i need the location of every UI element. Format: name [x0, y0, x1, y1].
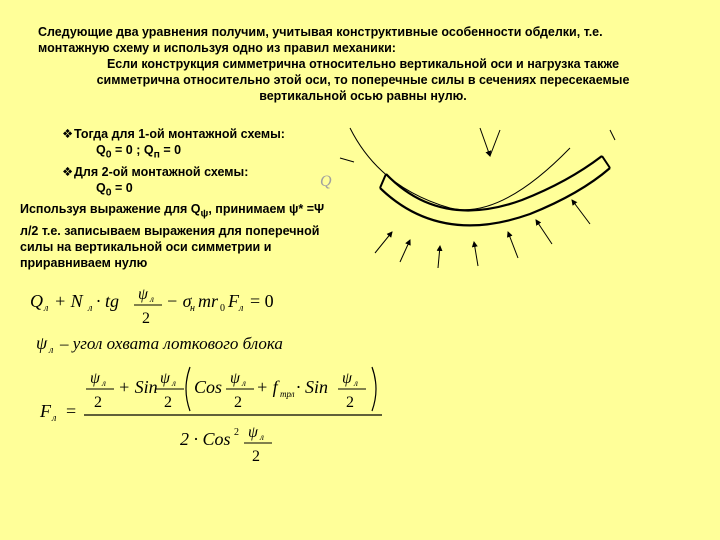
intro-line-4: симметрична относительно этой оси, то поперечные силы в сечениях пересекаемые [96, 73, 630, 87]
eq3-paren-left [186, 367, 190, 411]
eq3-f-coef: + f [256, 377, 278, 397]
eq3-sin2: · Sin [296, 377, 329, 397]
eq3-psi2: ψ [160, 370, 170, 387]
eq1-sigma: − σ [166, 291, 192, 311]
eq3-psi2-sub: л [172, 378, 176, 388]
eq1-q-sub: л [44, 303, 49, 314]
bullet-second-label: Для 2-ой монтажной схемы: [74, 164, 249, 179]
bullet-diamond-icon: ❖ [62, 163, 74, 179]
eq2-q: Q [96, 180, 106, 195]
eq2-psi-sub: л [49, 345, 54, 356]
para-line-4: приравниваем нулю [20, 255, 148, 270]
eq1-n-sub: л [88, 303, 93, 314]
formula-block [30, 285, 390, 525]
eq1-psi-sub: л [150, 294, 154, 304]
bullet-diamond-icon: ❖ [62, 126, 74, 141]
eq1-equals: = 0 [250, 291, 274, 311]
bullet-item-first [62, 126, 342, 142]
eq1-mr: mr [198, 291, 219, 311]
intro-line-2: монтажную схему и используя одно из правил механики: [38, 41, 396, 55]
eq3-psi4: ψ [342, 370, 352, 387]
eq3-psi5: ψ [248, 424, 258, 441]
eq1-sigma-sub: н [190, 303, 195, 314]
eq2-psi: ψ [36, 333, 48, 353]
eq2-part: = 0 [115, 180, 133, 195]
para-line-1a: Используя выражение для Q [20, 202, 201, 216]
eq3-two1: 2 [94, 394, 102, 411]
equation-3 [39, 367, 382, 465]
eq3-two3: 2 [234, 394, 242, 411]
eq-q0-sub: 0 [105, 149, 112, 161]
tunnel-block-diagram [320, 128, 670, 268]
eq1-tg: · tg [96, 291, 120, 311]
eq3-paren-right [372, 367, 376, 411]
bullet-item-second [62, 164, 342, 180]
eq3-two2: 2 [164, 394, 172, 411]
eq2-q-sub: 0 [105, 187, 112, 198]
eq3-psi5-sub: л [260, 432, 264, 442]
eq1-psi: ψ [138, 286, 148, 303]
eq3-psi3-sub: л [242, 378, 246, 388]
eq3-two4: 2 [346, 394, 354, 411]
intro-line-5: вертикальной осью равны нулю. [259, 89, 467, 103]
bullet-second-equation [62, 180, 342, 202]
para-line-1 [20, 201, 370, 223]
eq1-f-sub: л [239, 303, 244, 314]
intro-line-3: Если конструкция симметрична относительно вертикальной оси и нагрузка также [106, 57, 620, 71]
eq3-cos: Cos [194, 377, 223, 397]
eq1-den: 2 [142, 310, 150, 327]
outer-arc [350, 128, 570, 210]
para-line-1b: , принимаем ψ* =Ψ [208, 202, 325, 216]
equation-2 [36, 333, 283, 356]
equation-1 [30, 286, 274, 327]
eq-part-2: = 0 [163, 143, 182, 157]
para-line-2: л/2 т.е. записываем выражения для поперечной [20, 223, 320, 238]
lining-inner-arc [386, 156, 602, 210]
eq3-psi4-sub: л [354, 378, 358, 388]
eq-part-1: = 0 ; Q [115, 143, 154, 157]
bullet-first-label: Тогда для 1-ой монтажной схемы: [74, 127, 285, 141]
eq3-den-sup: 2 [234, 427, 239, 438]
para-line-3: силы на вертикальной оси симметрии и [20, 239, 272, 254]
intro-text [38, 24, 688, 104]
eq3-psi3: ψ [230, 370, 240, 387]
explanation-paragraph [20, 201, 370, 271]
figure-label-q: Q [320, 173, 332, 190]
eq1-f: F [228, 291, 239, 311]
eq3-two5: 2 [252, 448, 260, 465]
eq-q0: Q [96, 143, 106, 157]
bullet-list [62, 126, 342, 201]
angle-markers [340, 128, 615, 162]
eq-qn-sub: п [153, 149, 160, 161]
eq2-text: – угол охвата лоткового блока [60, 334, 283, 353]
eq3-sin1: + Sin [118, 377, 158, 397]
eq3-equals: = [66, 401, 77, 421]
lining-end-right [602, 156, 610, 168]
eq1-n: + N [54, 291, 83, 311]
eq3-f: F [40, 401, 51, 421]
eq1-q: Q [30, 291, 43, 311]
intro-line-1: Следующие два уравнения получим, учитывая конструктивные особенности обделки, т.е. [38, 25, 603, 39]
para-line-1-sub: ψ [200, 208, 209, 220]
eq3-psi1-sub: л [102, 378, 106, 388]
bullet-first-equation [62, 142, 342, 164]
eq3-psi1: ψ [90, 370, 100, 387]
eq3-den: 2 · Cos [180, 429, 231, 449]
lining-end-left [380, 174, 386, 188]
eq1-r-sub: 0 [220, 303, 225, 314]
eq3-f-sub: л [52, 413, 57, 424]
eq3-f-coef-sub: трл [280, 389, 295, 399]
